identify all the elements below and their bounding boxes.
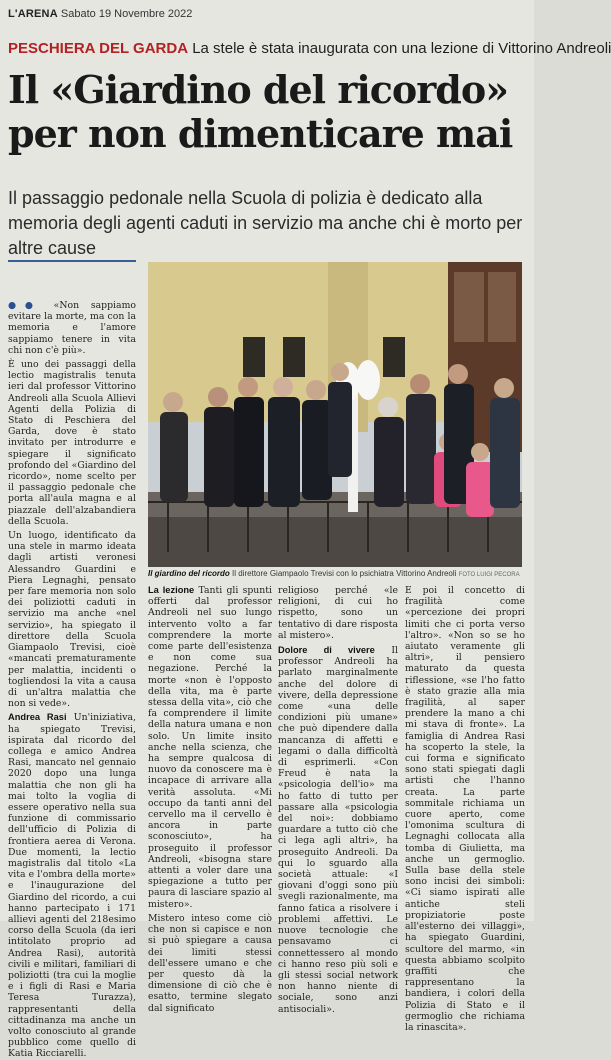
section-title: La lezione [148,585,195,595]
page-header [8,8,192,20]
newspaper-brand: L'ARENA [8,8,58,20]
kicker-location: PESCHIERA DEL GARDA [8,40,189,57]
opening-quote: ●● «Non sappiamo evitare la morte, ma con la memoria e l'amore sappiamo tenere in vita chi non c'è più». [8,300,136,356]
section-rule [8,260,136,262]
headline-line-2: per non dimenticare mai [8,111,513,156]
photo-caption [148,569,528,578]
section-title: Dolore di vivere [278,645,375,656]
issue-date: Sabato 19 Novembre 2022 [60,8,193,20]
caption-title: Il giardino del ricordo [148,569,230,578]
paragraph: La lezione Tanti gli spunti offerti dal professor Andreoli nel suo lungo intervento volto a far comprendere la morte come parte dell'esistenza e non come sua negazione. Perché la morte «non è l'opposto della vita, ma è parte stessa della vita», ciò che fa comprendere il limite della natura umana e non solo. Un limite insito anche nella scienza, che ha sempre qualcosa di nuovo da conoscere ma è incapace di arrivare alla verità assoluta. «Mi occupo da tanti anni del cervello ma il cervello è ancora in parte sconosciuto», ha proseguito il professor Andreoli, «bisogna stare attenti a voler dare una spiegazione a tutto per paura di lasciare spazio al mistero». [148,585,272,910]
photo-credit: FOTO LUIGI PECORA [458,572,520,578]
column-1 [8,300,136,1060]
column-2 [148,585,272,1014]
photo-illustration [148,262,522,567]
headline [8,68,528,156]
subheadline: Il passaggio pedonale nella Scuola di polizia è dedicato alla memoria degli agenti caduti in servizio ma anche chi è morto per altre cause [8,188,523,258]
section-title: Andrea Rasi [8,712,67,723]
caption-text: Il direttore Giampaolo Trevisi con lo psichiatra Vittorino Andreoli [232,569,457,578]
paragraph: Andrea Rasi Un'iniziativa, ha spiegato Trevisi, ispirata dal ricordo del collega e amico Andrea Rasi, mancato nel gennaio 2020 dopo una lunga malattia che non gli ha mai tolto la voglia di essere operativo nella sua funzione di commissario dell'ufficio di Polizia di frontiera aerea di Verona. Due momenti, la lectio magistralis dal titolo «La vita e l'ombra della morte» e l'inaugurazione del Giardino del ricordo, a cui hanno partecipato i 171 allievi agenti del 218esimo corso della Scuola (da ieri intitolato proprio ad Andrea Rasi), autorità civili e militari, familiari di poliziotti (tra cui la moglie e i figli di Rasi e Maria Teresa Turazza), rappresentanti della cittadinanza ma anche un volto conosciuto al grande pubblico come quello di Katia Ricciarelli. [8,712,136,1060]
kicker [8,40,611,58]
column-4 [405,585,525,1033]
column-3 [278,585,398,1015]
article-photo [148,262,522,567]
paragraph: Un luogo, identificato da una stele in marmo ideata dagli artisti veronesi Alessandro Guardini e Piera Legnaghi, pensato per fare memoria non solo dei poliziotti caduti in servizio ma anche «nel servizio», ha spiegato il direttore della Scuola Giampaolo Trevisi, cioè «mancati prematuramente per malattia, incidenti o togliendosi la vita a causa di un'altra malattia che non si vede». [8,530,136,710]
dots-icon: ●● [8,300,42,311]
kicker-text: La stele è stata inaugurata con una lezione di Vittorino Andreoli [192,40,611,57]
paragraph: E poi il concetto di fragilità come «percezione dei propri limiti che ci porta verso l'altro». «Non so se ho aiutato veramente gli altri», il pensiero maturato da questa riflessione, «se l'ho fatto è stato grazie alla mia fragilità, al saper prendere la mano a chi mi stava di fronte». La famiglia di Andrea Rasi ha scoperto la stele, la cui forma e significato sono stati spiegati dagli artisti che l'hanno creata. La parte sommitale richiama un cuore aperto, come l'omonima scultura di Legnaghi collocata alla tomba di Giulietta, ma anche un germoglio. Sulla base della stele sono incisi dei simboli: «Ci siamo ispirati alle antiche steli propiziatorie poste all'esterno dei villaggi», ha spiegato Guardini, scultore del marmo, «in questa abbiamo scolpito graffiti che rappresentano la bandiera, i colori della Polizia di Stato e il germoglio che richiama la rinascita». [405,585,525,1033]
paragraph: religioso perché «le religioni, di cui ho rispetto, sono un tentativo di dare risposta al mistero». [278,585,398,641]
paragraph: È uno dei passaggi della lectio magistralis tenuta ieri dal professor Vittorino Andreoli alla Scuola Allievi Agenti della Polizia di Stato di Peschiera del Garda, dove è stato invitato per introdurre e spiegare il significato profondo del «Giardino del ricordo», nome scelto per il passaggio pedonale che porta all'aula magna e al piazzale dell'alzabandiera della Scuola. [8,359,136,527]
headline-line-1: Il «Giardino del ricordo» [8,67,508,112]
paragraph: Mistero inteso come ciò che non si capisce e non si può spiegare a causa dei limiti stessi dell'essere umano e che per questo dà la dimensione di ciò che è esatto, termine slegato dal significato [148,912,272,1014]
paragraph: Dolore di vivere Il professor Andreoli ha parlato marginalmente anche del dolore di vivere, della depressione come «una delle condizioni più umane» che può dipendere dalla mancanza di affetti e legami o dalla difficoltà di esprimerli. «Con Freud è nata la «psicologia dell'io» ma ho fatto di tutto per passare alla «psicologia del noi»: dobbiamo guardare a tutto ciò che ci lega agli altri», ha proseguito Andreoli. Da qui lo sguardo alla società attuale: «I giovani d'oggi sono più svegli razionalmente, ma fanno fatica a risolvere i problemi affettivi. Le nuove tecnologie che pensavamo ci connettessero al mondo ci hanno reso più soli e gli stessi social network non hanno niente di sociale, sono anzi antisociali». [278,645,398,1015]
